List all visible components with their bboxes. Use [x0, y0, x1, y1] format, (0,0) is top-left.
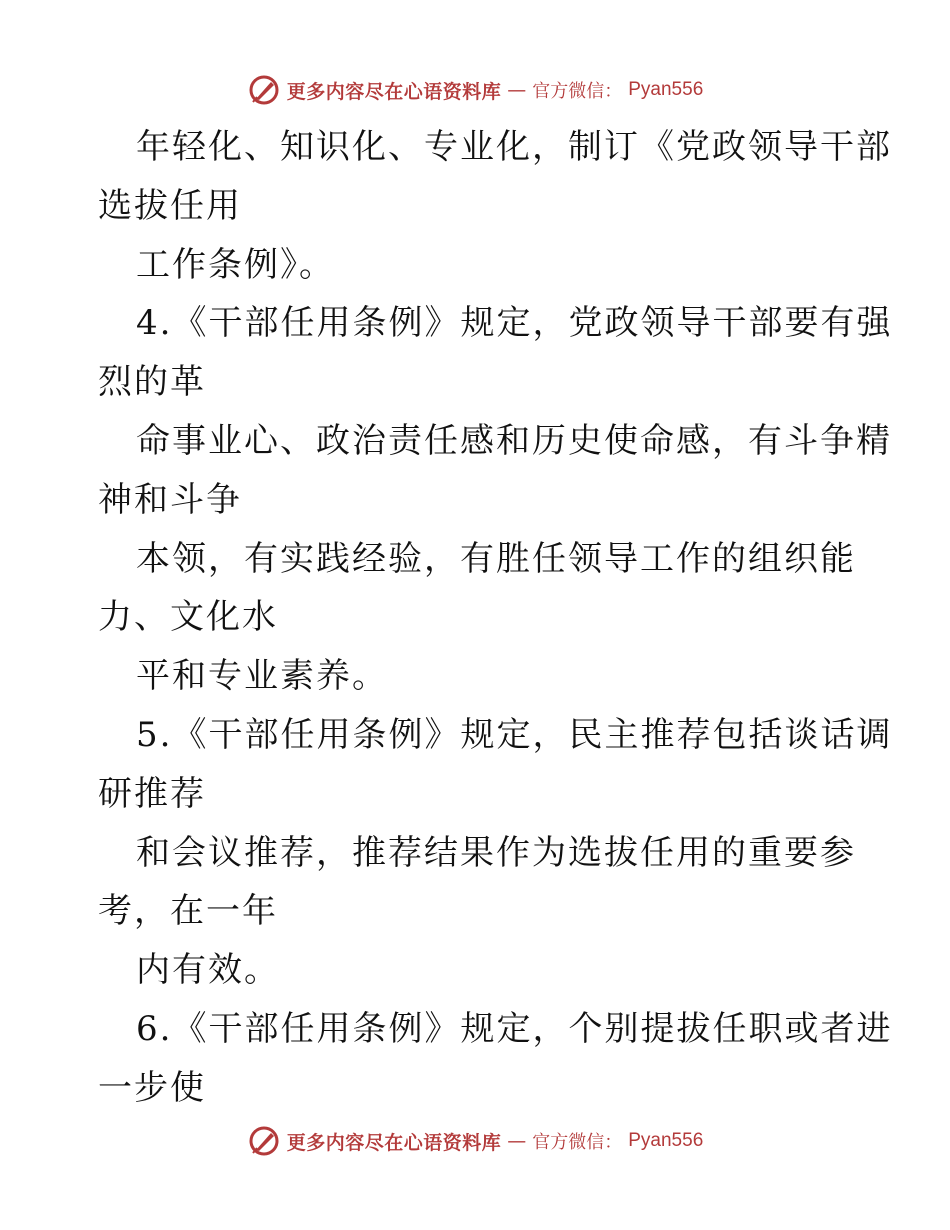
text-line: 一步使 [98, 1067, 206, 1108]
brand-banner [247, 1124, 704, 1158]
brand-text: 更多内容尽在心语资料库 [286, 1131, 502, 1154]
page-footer-watermark [0, 1123, 950, 1159]
text-line: 命事业心、政治责任感和历史使命感，有斗争精 [136, 420, 892, 461]
wechat-id: Pyan556 [628, 79, 704, 100]
text-line: 力、文化水 [98, 597, 278, 638]
brand-separator: — [507, 79, 527, 101]
document-body [98, 118, 893, 1118]
quill-pen-logo-icon [247, 73, 281, 107]
wechat-label: 官方微信： [532, 81, 623, 102]
text-line: 考，在一年 [98, 891, 278, 932]
text-line: 烈的革 [98, 362, 206, 403]
quill-pen-logo-icon [247, 1124, 281, 1158]
text-line: 选拔任用 [98, 185, 242, 226]
wechat-id: Pyan556 [628, 1130, 704, 1151]
text-line: 平和专业素养。 [136, 656, 388, 697]
text-line: 研推荐 [98, 773, 206, 814]
text-line: 本领，有实践经验，有胜任领导工作的组织能 [136, 538, 856, 579]
text-line: 5.《干部任用条例》规定，民主推荐包括谈话调 [136, 714, 893, 755]
page-header-watermark [0, 72, 950, 108]
text-line: 神和斗争 [98, 479, 242, 520]
text-line: 4.《干部任用条例》规定，党政领导干部要有强 [136, 303, 893, 344]
text-line: 6.《干部任用条例》规定，个别提拔任职或者进 [136, 1008, 893, 1049]
wechat-label: 官方微信： [532, 1132, 623, 1153]
brand-banner [247, 73, 704, 107]
brand-separator: — [507, 1130, 527, 1152]
brand-text: 更多内容尽在心语资料库 [286, 80, 502, 103]
text-line: 和会议推荐，推荐结果作为选拔任用的重要参 [136, 832, 856, 873]
text-line: 工作条例》。 [136, 244, 335, 285]
text-line: 内有效。 [136, 950, 280, 991]
text-line: 年轻化、知识化、专业化，制订《党政领导干部 [136, 127, 892, 167]
